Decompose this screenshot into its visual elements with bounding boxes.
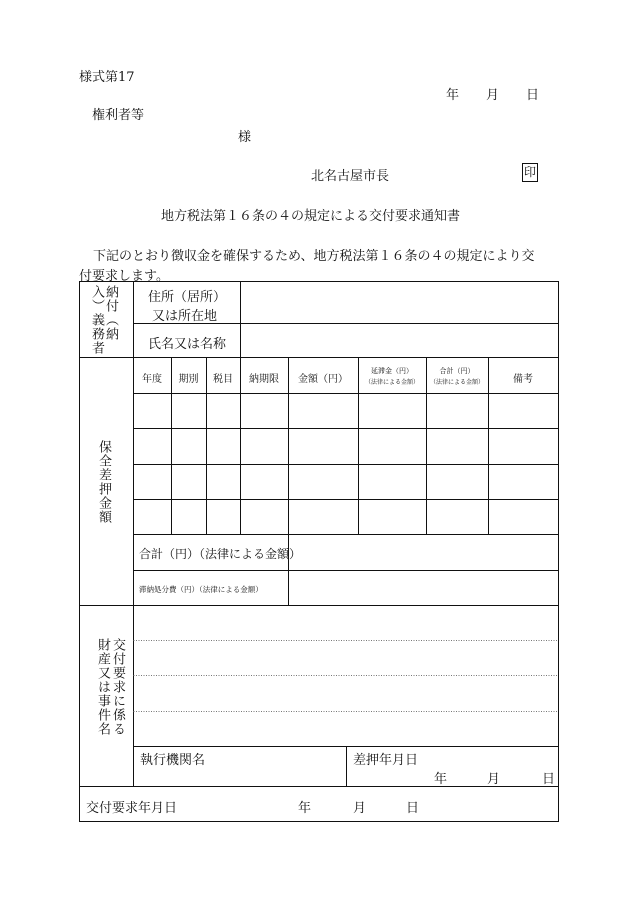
address-label-2: 又は所在地: [152, 309, 218, 324]
col-year: 年度: [142, 374, 162, 385]
obligor-section-label: [89, 285, 117, 355]
intro-line-2: 付要求します。: [79, 269, 169, 284]
col-late-fee: 延滞金（円）: [371, 367, 413, 375]
seizure-date-label: 差押年月日: [353, 753, 419, 768]
seal-stamp: 印: [522, 163, 538, 182]
request-date-label: 交付要求年月日: [86, 801, 178, 816]
seizure-date-month: 月: [487, 772, 501, 787]
col-subtotal: 合計（円）: [439, 367, 475, 375]
addressee: 権利者等: [92, 108, 145, 123]
total-label: 合計（円）（法律による金額）: [139, 547, 302, 561]
issuer-name: 北名古屋市長: [311, 169, 390, 184]
intro-line-1: 下記のとおり徴収金を確保するため、地方税法第１６条の４の規定により交: [93, 249, 535, 264]
form-number: 様式第17: [79, 70, 135, 85]
date-year: 年: [446, 88, 460, 103]
col-amount: 金額（円）: [298, 374, 348, 385]
col-late-fee-note: （法律による金額）: [364, 379, 419, 386]
property-section-label: 交付要求に係る財産又は事件名: [95, 638, 125, 736]
col-due-date: 納期限: [249, 374, 279, 385]
seizure-date-day: 日: [542, 772, 556, 787]
document-title: 地方税法第１６条の４の規定による交付要求通知書: [161, 209, 461, 224]
request-date-month: 月: [353, 801, 367, 816]
date-day: 日: [526, 88, 540, 103]
seizure-date-year: 年: [434, 772, 448, 787]
seizure-section-label: 保全差押金額: [96, 440, 111, 524]
name-label: 氏名又は名称: [148, 337, 227, 352]
disposition-fee-label: 滞納処分費（円）（法律による金額）: [139, 585, 263, 594]
address-label-1: 住所（居所）: [148, 290, 227, 305]
col-period: 期別: [178, 374, 199, 385]
agency-label: 執行機関名: [140, 753, 206, 768]
obligor-section-text: 納付（納入）義務者: [89, 285, 118, 355]
date-month: 月: [486, 88, 500, 103]
request-date-day: 日: [406, 801, 420, 816]
honorific: 様: [238, 130, 252, 145]
col-remarks: 備考: [513, 374, 533, 385]
col-subtotal-note: （法律による金額）: [429, 379, 484, 386]
col-tax-item: 税目: [213, 374, 233, 385]
request-date-year: 年: [298, 801, 312, 816]
